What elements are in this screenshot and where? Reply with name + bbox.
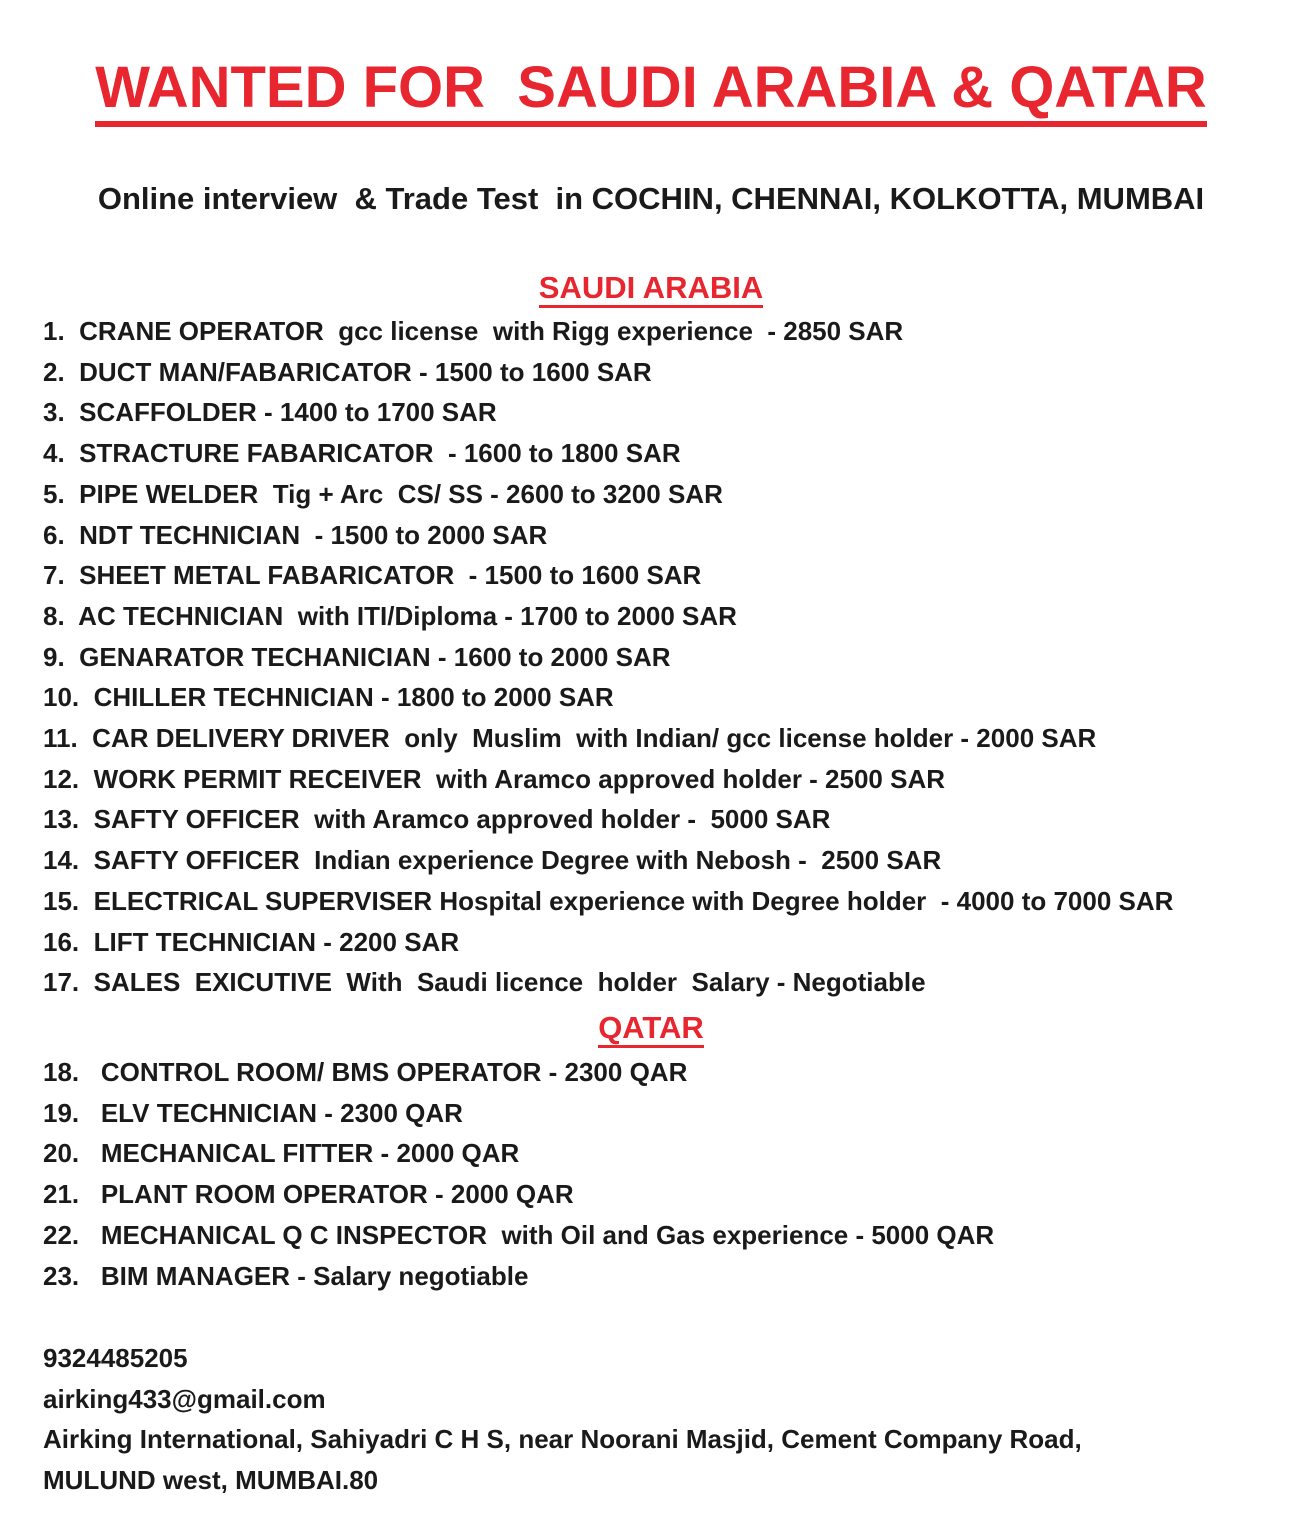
- job-description: STRACTURE FABARICATOR - 1600 to 1800 SAR: [79, 438, 681, 469]
- job-number: 10.: [43, 682, 80, 713]
- job-description: NDT TECHNICIAN - 1500 to 2000 SAR: [79, 519, 548, 550]
- job-number: 14.: [43, 845, 80, 876]
- job-item: [43, 352, 1173, 393]
- job-number: 8.: [43, 600, 65, 631]
- section-heading-saudi: [0, 268, 1302, 308]
- job-description: SAFTY OFFICER Indian experience Degree with Nebosh - 2500 SAR: [93, 845, 942, 876]
- contact-address-line1: Airking International, Sahiyadri C H S, near Noorani Masjid, Cement Company Road,: [43, 1424, 1082, 1455]
- job-description: CRANE OPERATOR gcc license with Rigg experience - 2850 SAR: [79, 316, 904, 346]
- title-text: WANTED FOR SAUDI ARABIA & QATAR: [95, 55, 1207, 127]
- job-description: CONTROL ROOM/ BMS OPERATOR - 2300 QAR: [100, 1057, 688, 1087]
- contact-email: airking433@gmail.com: [43, 1383, 326, 1414]
- contact-block: [43, 1338, 1082, 1500]
- section-heading-qatar-text: QATAR: [598, 1011, 704, 1048]
- saudi-job-list: [43, 311, 1173, 1003]
- job-item: [43, 474, 1173, 515]
- job-number: 20.: [43, 1138, 80, 1169]
- contact-phone: 9324485205: [43, 1343, 188, 1373]
- job-description: PLANT ROOM OPERATOR - 2000 QAR: [100, 1179, 574, 1210]
- job-description: WORK PERMIT RECEIVER with Aramco approved holder - 2500 SAR: [93, 763, 946, 794]
- job-number: 9.: [43, 641, 65, 672]
- job-item: [43, 1256, 994, 1297]
- job-description: MECHANICAL Q C INSPECTOR with Oil and Gas experience - 5000 QAR: [100, 1219, 995, 1250]
- job-item: [43, 433, 1173, 474]
- job-item: [43, 1093, 994, 1134]
- job-item: [43, 759, 1173, 800]
- job-number: 22.: [43, 1219, 80, 1250]
- job-description: SHEET METAL FABARICATOR - 1500 to 1600 SAR: [79, 560, 702, 591]
- job-description: AC TECHNICIAN with ITI/Diploma - 1700 to 2000 SAR: [78, 600, 737, 631]
- job-item: [43, 515, 1173, 556]
- job-item: [43, 1052, 994, 1093]
- job-description: CAR DELIVERY DRIVER only Muslim with Indian/ gcc license holder - 2000 SAR: [92, 723, 1097, 754]
- job-number: 21.: [43, 1179, 80, 1210]
- job-description: MECHANICAL FITTER - 2000 QAR: [100, 1138, 520, 1169]
- job-item: [43, 718, 1173, 759]
- job-item: [43, 962, 1173, 1003]
- job-item: [43, 1133, 994, 1174]
- job-item: [43, 799, 1173, 840]
- job-description: SALES EXICUTIVE With Saudi licence holder Salary - Negotiable: [93, 967, 926, 998]
- section-heading-qatar: [0, 1008, 1302, 1048]
- page-title: [0, 52, 1302, 127]
- job-number: 5.: [43, 478, 65, 509]
- job-description: DUCT MAN/FABARICATOR - 1500 to 1600 SAR: [79, 356, 652, 387]
- job-number: 3.: [43, 397, 65, 428]
- job-number: 15.: [43, 885, 80, 916]
- job-description: GENARATOR TECHANICIAN - 1600 to 2000 SAR: [79, 641, 671, 672]
- job-number: 2.: [43, 356, 65, 387]
- job-description: PIPE WELDER Tig + Arc CS/ SS - 2600 to 3200 SAR: [79, 478, 723, 509]
- job-description: SAFTY OFFICER with Aramco approved holder - 5000 SAR: [93, 804, 831, 835]
- interview-locations: Online interview & Trade Test in COCHIN, CHENNAI, KOLKOTTA, MUMBAI: [97, 181, 1205, 216]
- job-number: 1.: [43, 316, 65, 346]
- job-item: [43, 1215, 994, 1256]
- job-number: 12.: [43, 763, 80, 794]
- job-description: ELECTRICAL SUPERVISER Hospital experience with Degree holder - 4000 to 7000 SAR: [93, 885, 1174, 916]
- job-number: 18.: [43, 1057, 80, 1087]
- job-number: 4.: [43, 438, 65, 469]
- contact-address-line2: MULUND west, MUMBAI.80: [43, 1464, 379, 1495]
- job-number: 19.: [43, 1097, 80, 1128]
- job-description: SCAFFOLDER - 1400 to 1700 SAR: [79, 397, 497, 428]
- job-number: 13.: [43, 804, 80, 835]
- job-item: [43, 881, 1173, 922]
- job-description: BIM MANAGER - Salary negotiable: [100, 1260, 529, 1291]
- section-heading-saudi-text: SAUDI ARABIA: [539, 271, 763, 308]
- job-number: 17.: [43, 967, 80, 998]
- job-description: LIFT TECHNICIAN - 2200 SAR: [93, 926, 460, 957]
- job-item: [43, 677, 1173, 718]
- job-description: CHILLER TECHNICIAN - 1800 to 2000 SAR: [93, 682, 614, 713]
- job-item: [43, 555, 1173, 596]
- job-number: 6.: [43, 519, 65, 550]
- job-item: [43, 1174, 994, 1215]
- job-item: [43, 311, 1173, 352]
- job-item: [43, 637, 1173, 678]
- job-item: [43, 596, 1173, 637]
- job-number: 11.: [43, 723, 78, 754]
- job-item: [43, 392, 1173, 433]
- job-item: [43, 840, 1173, 881]
- job-number: 23.: [43, 1260, 80, 1291]
- job-item: [43, 922, 1173, 963]
- job-number: 16.: [43, 926, 80, 957]
- job-description: ELV TECHNICIAN - 2300 QAR: [100, 1097, 463, 1128]
- job-number: 7.: [43, 560, 65, 591]
- qatar-job-list: [43, 1052, 994, 1296]
